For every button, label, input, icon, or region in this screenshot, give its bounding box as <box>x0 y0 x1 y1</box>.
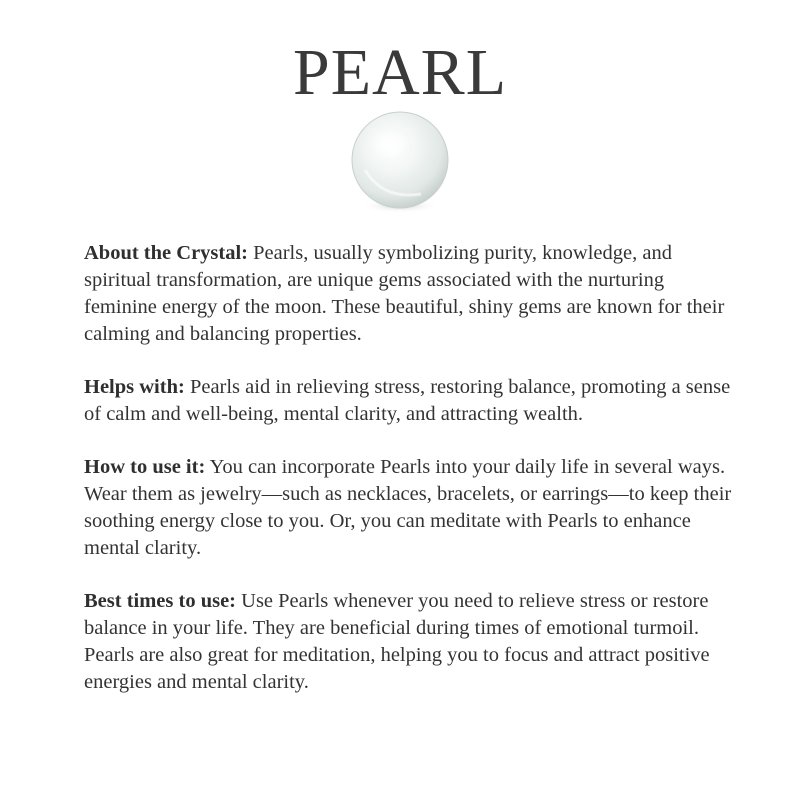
section-best-times <box>84 588 734 696</box>
pearl-icon <box>343 108 457 216</box>
page-title: PEARL <box>292 36 508 109</box>
section-about <box>84 240 734 348</box>
section-label: About the Crystal: <box>84 242 248 264</box>
pearl-image <box>343 108 457 216</box>
section-helps-with <box>84 374 734 428</box>
section-label: Helps with: <box>84 376 185 398</box>
section-how-to-use <box>84 454 734 562</box>
section-label: Best times to use: <box>84 590 237 612</box>
section-text: Use Pearls whenever you need to relieve stress or restore balance in your life. They are beneficial during times of emotional turmoil. Pearls are also great for meditation, helping you to focus and attract positive energies and mental clarity. <box>84 590 710 693</box>
section-label: How to use it: <box>84 456 206 478</box>
section-text: You can incorporate Pearls into your daily life in several ways. Wear them as jewelry—such as necklaces, bracelets, or earrings—to keep their soothing energy close to you. Or, you can meditate with Pearls to enhance mental clarity. <box>84 456 732 559</box>
section-text: Pearls aid in relieving stress, restoring balance, promoting a sense of calm and well-being, mental clarity, and attracting wealth. <box>84 376 731 425</box>
section-text: Pearls, usually symbolizing purity, knowledge, and spiritual transformation, are unique gems associated with the nurturing feminine energy of the moon. These beautiful, shiny gems are known for their calming and balancing properties. <box>84 242 725 345</box>
description-body <box>84 240 734 722</box>
pearl-highlight <box>368 129 408 159</box>
